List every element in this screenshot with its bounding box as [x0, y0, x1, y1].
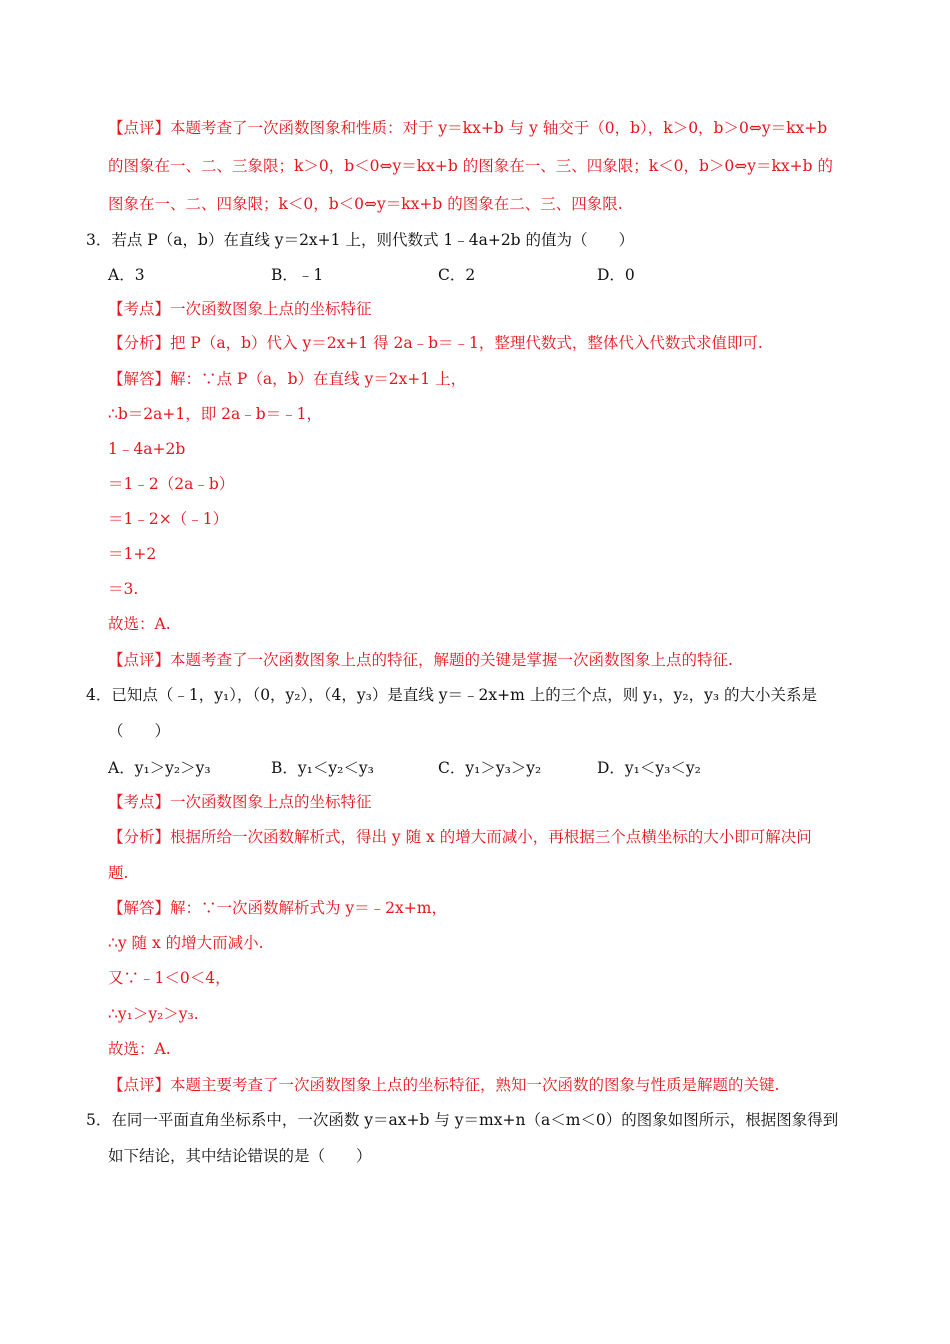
q4-kaodian: 【考点】一次函数图象上点的坐标特征 — [108, 793, 372, 811]
q3-dianping: 【点评】本题考查了一次函数图象上点的特征，解题的关键是掌握一次函数图象上点的特征. — [108, 651, 733, 669]
q4-answer: 故选：A. — [108, 1040, 171, 1058]
q4-fenxi-line1: 【分析】根据所给一次函数解析式，得出 y 随 x 的增大而减小，再根据三个点横坐标的大小即可解决问 — [108, 828, 812, 846]
q3-option-d: D．0 — [597, 266, 635, 284]
q3-jieda: 【解答】解：∵点 P（a，b）在直线 y＝2x+1 上， — [108, 370, 467, 388]
review1-line2: 的图象在一、二、三象限；k＞0，b＜0⇔y＝kx+b 的图象在一、三、四象限；k＜0，b＞0⇔y＝kx+b 的 — [108, 157, 834, 175]
q3-fenxi: 【分析】把 P（a，b）代入 y＝2x+1 得 2a﹣b＝﹣1，整理代数式，整体代入代数式求值即可. — [108, 334, 763, 352]
review1-line1: 【点评】本题考查了一次函数图象和性质：对于 y＝kx+b 与 y 轴交于（0，b），k＞0，b＞0⇔y＝kx+b — [108, 119, 828, 137]
q4-fenxi-line2: 题. — [108, 864, 129, 882]
q4-step: ∴y 随 x 的增大而减小. — [108, 934, 264, 952]
q3-step: ＝1+2 — [108, 545, 157, 563]
q4-dianping: 【点评】本题主要考查了一次函数图象上点的坐标特征，熟知一次函数的图象与性质是解题的关键. — [108, 1076, 780, 1094]
q4-jieda: 【解答】解：∵一次函数解析式为 y＝﹣2x+m， — [108, 899, 447, 917]
q5-stem-line2: 如下结论，其中结论错误的是（ ） — [108, 1147, 372, 1165]
review1-line3: 图象在一、二、四象限；k＜0，b＜0⇔y＝kx+b 的图象在二、三、四象限. — [108, 195, 623, 213]
q3-step: ＝1﹣2（2a﹣b） — [108, 475, 235, 493]
q3-stem: 3．若点 P（a，b）在直线 y＝2x+1 上，则代数式 1﹣4a+2b 的值为（ ） — [86, 231, 635, 249]
q3-option-c: C．2 — [438, 266, 476, 284]
q4-option-d: D．y₁＜y₃＜y₂ — [597, 759, 701, 777]
q3-answer: 故选：A. — [108, 615, 171, 633]
q4-option-b: B．y₁＜y₂＜y₃ — [271, 759, 374, 777]
q4-step: 又∵﹣1＜0＜4， — [108, 969, 231, 987]
q3-option-a: A．3 — [108, 266, 145, 284]
q3-step: 1﹣4a+2b — [108, 440, 186, 458]
q3-option-b: B．﹣1 — [271, 266, 324, 284]
q3-step: ＝1﹣2×（﹣1） — [108, 510, 229, 528]
q3-step: ∴b＝2a+1，即 2a﹣b＝﹣1， — [108, 405, 323, 423]
q3-step: ＝3. — [108, 580, 139, 598]
q4-step: ∴y₁＞y₂＞y₃. — [108, 1005, 199, 1023]
q4-stem-bracket: （ ） — [108, 722, 171, 740]
q3-kaodian: 【考点】一次函数图象上点的坐标特征 — [108, 300, 372, 318]
q4-stem: 4．已知点（﹣1，y₁），（0，y₂），（4，y₃）是直线 y＝﹣2x+m 上的三个点，则 y₁，y₂，y₃ 的大小关系是 — [86, 686, 818, 704]
q4-option-a: A．y₁＞y₂＞y₃ — [108, 759, 211, 777]
q4-option-c: C．y₁＞y₃＞y₂ — [438, 759, 542, 777]
q5-stem: 5．在同一平面直角坐标系中，一次函数 y＝ax+b 与 y＝mx+n（a＜m＜0）的图象如图所示，根据图象得到 — [86, 1111, 839, 1129]
